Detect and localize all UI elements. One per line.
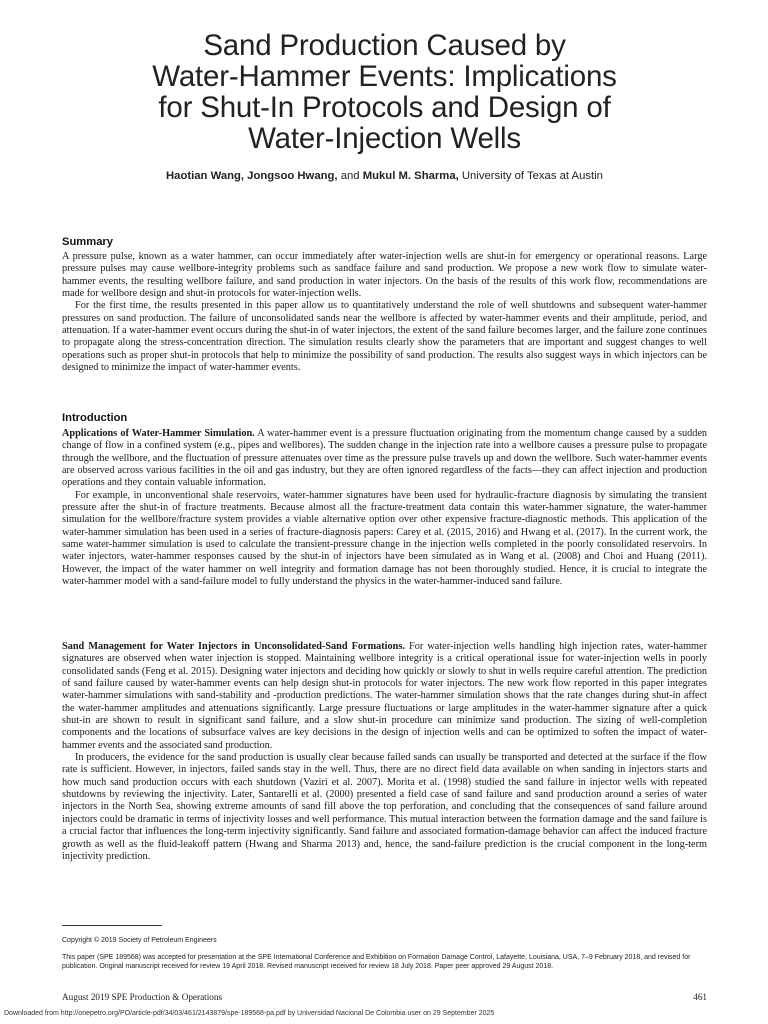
title-line: Water-Injection Wells	[248, 122, 521, 155]
journal-footer: August 2019 SPE Production & Operations	[62, 992, 223, 1002]
paragraph-text: A water-hammer event is a pressure fluctuation originating from the momentum change caused by a sudden change of flow in a confined system (e.g., pipes and wellbores). The sudden change in the injection rate into a wellbore causes a pressure pulse to propagate through the wellbore, and the fluctuation of pressure attenuates over time as the pressure pulse travels up and down the wellbore. Such water-hammer events are observed across various facilities in the oil and gas industry, but they are often ignored regardless of the facts—they can affect injection and production operations and they contain valuable information.	[62, 428, 707, 489]
article-title	[62, 30, 707, 154]
summary-heading: Summary	[62, 236, 113, 248]
intro-paragraph: In producers, the evidence for the sand production is usually clear because failed sands can usually be transported and detected at the surface if the flow rate is sufficient. However, in injectors, failed sands stay in the well. Thus, there are no direct field data available on when sanding in injectors starts and how much sand production occurs with each shutdown (Vaziri et al. 2007). Morita et al. (1998) studied the sand failure in injector wells with repeated shutdowns by reviewing the injectivity. Later, Santarelli et al. (2000) presented a field case of sand failure and sand production around a series of water injectors in the North Sea, showing extreme amounts of sand fill above the top perforation, and concluding that the consequences of sand failure around injectors could be dramatic in terms of injectivity losses and well performance. This mutual interaction between the formation damage and the sand failure is a crucial factor that influences the long-term injectivity significantly. Sand failure and associated formation-damage behavior can affect the induced fracture growth as well as the fluid-leakoff pattern (Hwang and Sharma 2013) and, hence, the sand-failure prediction is the crucial component in the long-term injectivity prediction.	[62, 752, 707, 862]
author-line	[62, 170, 707, 182]
introduction-section-2	[62, 641, 707, 863]
intro-paragraph: For example, in unconventional shale reservoirs, water-hammer signatures have been used for hydraulic-fracture diagnosis by simulating the transient pressure after the shut-in of fracture treatments. Because almost all the fracture-treatment data contain this water-hammer signature, the water-hammer simulation for the wellbore/fracture system provides a viable alternative option over other expensive fracture-diagnostic methods. This application of the water-hammer simulation has been used in a series of fracture-diagnosis papers: Carey et al. (2015, 2016) and Hwang et al. (2017). In the current work, the same water-hammer simulation is used to calculate the transient-pressure change in the injection wells completed in the poorly consolidated reservoirs. In water injectors, water-hammer responses caused by the shut-in of injectors have been simulated as in Wang et al. (2008) and Choi and Huang (2011). However, the impact of the water hammer on well integrity and formation damage has not been thoroughly studied. Hence, it is crucial to integrate the water-hammer model with a sand-failure model to fully understand the physics in the water-hammer-induced sand failure.	[62, 489, 707, 588]
author-affiliation: University of Texas at Austin	[458, 170, 603, 182]
title-line: Sand Production Caused by	[203, 29, 566, 62]
author-conjunction: and	[337, 170, 363, 182]
publication-note: This paper (SPE 189568) was accepted for presentation at the SPE International Conference and Exhibition on Formation Damage Control, Lafayette, Louisiana, USA, 7–9 February 2018, and revised for publication. Original manuscript received for review 19 April 2018. Revised manuscript received for review 18 July 2018. Paper peer approved 29 August 2018.	[62, 954, 691, 970]
subsection-title: Applications of Water-Hammer Simulation.	[62, 428, 255, 439]
paragraph-text: For water-injection wells handling high injection rates, water-hammer signatures are observed when water injection is stopped. Maintaining wellbore integrity is a critical operational issue for water-injection wells in poorly consolidated sands (Feng et al. 2015). Designing water injectors and deciding how quickly or slowly to shut in wells require careful attention. The prediction of sand failure caused by water-hammer events can help design shut-in protocols for water injectors. The new work flow reported in this paper integrates water-hammer simulations with sand-stability and -production predictions. The water-hammer simulation shows that the rate changes during shut-in affect the water-hammer amplitudes and attenuations significantly. Large pressure fluctuations or large amplitudes in the water-hammer signature after a quick shut-in are shown to result in significant sand failure, and a slow shut-in procedure can minimize sand production. The sizing of well-completion components and the locations of subsurface valves are key decisions in the design of injection wells and can be optimized to soften the impact of water-hammer events and the associated sand production.	[62, 641, 707, 751]
title-line: for Shut-In Protocols and Design of	[158, 91, 611, 124]
summary-paragraph: For the first time, the results presented in this paper allow us to quantitatively understand the role of well shutdowns and subsequent water-hammer pressures on sand production. The failure of unconsolidated sands near the wellbore is affected by water-hammer events and their amplitude, period, and attenuation. If a water-hammer event occurs during the shut-in of water injectors, the extent of the sand failure becomes larger, and the failure zone continues to propagate along the stress-concentration direction. The simulation results clearly show the parameters that are important and suggest changes to well operations such as proper shut-in protocols that help to minimize the possibility of sand production. The results also suggest ways in which injectors can be designed to minimize the impact of water-hammer events.	[62, 300, 707, 374]
summary-paragraph: A pressure pulse, known as a water hammer, can occur immediately after water-injection wells are shut-in for emergency or operational reasons. Large pressure pulses may cause wellbore-integrity problems such as sandface failure and sand production. We propose a new work flow to simulate water-hammer events, the resulting wellbore failure, and sand production in water injectors. On the basis of the results of this work flow, recommendations are made for wellbore design and shut-in protocols for water-injection wells.	[62, 251, 707, 300]
download-note: Downloaded from http://onepetro.org/PO/article-pdf/34/03/461/2143879/spe-189568-pa.pdf by Universidad Nacional De Colombia user on 29 September 2025	[4, 1010, 495, 1017]
author-names: Haotian Wang, Jongsoo Hwang,	[166, 170, 338, 182]
subsection-title: Sand Management for Water Injectors in Unconsolidated-Sand Formations.	[62, 641, 405, 652]
introduction-heading: Introduction	[62, 412, 128, 424]
author-name: Mukul M. Sharma,	[362, 170, 459, 182]
copyright-note: Copyright © 2019 Society of Petroleum Engineers	[62, 937, 217, 944]
title-line: Water-Hammer Events: Implications	[152, 60, 617, 93]
summary-section	[62, 251, 707, 374]
intro-paragraph	[62, 641, 707, 752]
introduction-section-1	[62, 428, 707, 588]
intro-paragraph	[62, 428, 707, 490]
footnote-divider	[62, 925, 162, 926]
page-number: 461	[693, 992, 707, 1002]
